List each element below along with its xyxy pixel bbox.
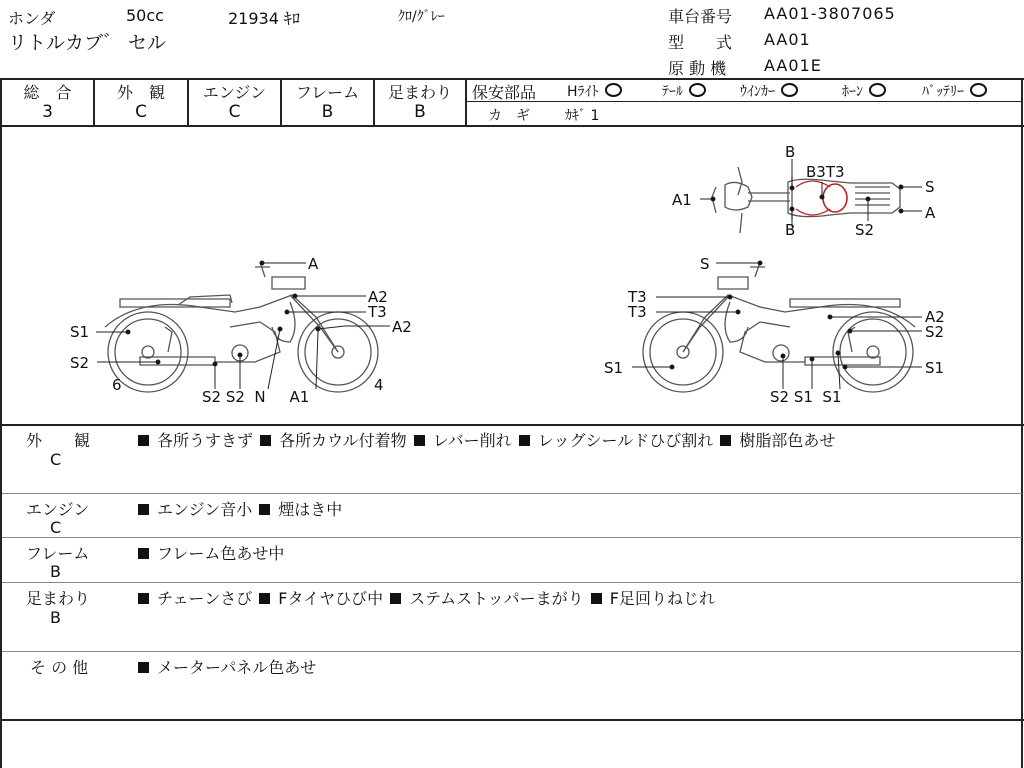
label-B3T3: B3T3	[806, 163, 845, 181]
bullet-icon	[720, 435, 731, 446]
model-name: リトルカブ゛ セル	[8, 32, 167, 54]
exterior-label: 外 観	[116, 83, 165, 102]
label-right-bottom: S2 S1 S1	[770, 388, 842, 406]
ok-mark-icon	[689, 83, 706, 97]
key-label: カ ギ	[488, 108, 530, 124]
bullet-icon	[259, 504, 270, 515]
label-S2: S2	[855, 221, 875, 239]
label-A1: A1	[672, 191, 692, 209]
bullet-icon	[138, 593, 149, 604]
safety-headlight: Hﾗｲﾄ	[567, 81, 622, 101]
bullet-icon	[138, 662, 149, 673]
bullet-icon	[390, 593, 401, 604]
notes-other-items: メーターパネル色あせ	[136, 655, 316, 678]
safety-battery: ﾊﾞｯﾃﾘｰ	[922, 81, 987, 101]
label-B: B	[785, 143, 796, 161]
right-side-bike	[643, 262, 915, 392]
notes-suspension-grade: B	[50, 608, 61, 627]
divider	[2, 651, 1022, 652]
damage-diagram	[0, 127, 1024, 424]
bullet-icon	[138, 435, 149, 446]
label-6: 6	[112, 376, 122, 394]
ok-mark-icon	[781, 83, 798, 97]
safety-horn: ﾎｰﾝ	[842, 81, 886, 101]
label-B: B	[785, 221, 796, 239]
label-S1: S1	[70, 323, 90, 341]
bullet-icon	[519, 435, 530, 446]
label-A2: A2	[368, 288, 388, 306]
notes-frame-items: フレーム色あせ中	[136, 541, 284, 564]
notes-engine-grade: C	[50, 518, 62, 537]
color: ｸﾛ/ｸﾞﾚｰ	[398, 9, 445, 25]
divider	[0, 719, 1024, 721]
safety-title: 保安部品	[472, 83, 537, 102]
safety-taillight: ﾃｰﾙ	[662, 81, 706, 101]
divider	[0, 424, 1024, 426]
ok-mark-icon	[869, 83, 886, 97]
notes-exterior-label: 外 観	[26, 431, 91, 450]
notes-exterior-grade: C	[50, 450, 62, 469]
label-S1: S1	[604, 359, 624, 377]
bullet-icon	[138, 504, 149, 515]
bullet-icon	[591, 593, 602, 604]
label-S: S	[700, 255, 710, 273]
notes-other-label: そ の 他	[30, 658, 89, 677]
label-S1: S1	[925, 359, 945, 377]
safety-winker: ｳｲﾝｶｰ	[740, 81, 798, 101]
maker: ホンダ	[8, 9, 56, 28]
label-A: A	[925, 204, 936, 222]
notes-engine-label: エンジン	[26, 500, 90, 519]
overall-label: 総 合	[23, 83, 72, 102]
divider	[2, 537, 1022, 538]
label-A: A	[308, 255, 319, 273]
label-A2: A2	[392, 318, 412, 336]
label-T3: T3	[368, 303, 387, 321]
ok-mark-icon	[605, 83, 622, 97]
bullet-icon	[138, 548, 149, 559]
label-T3: T3	[628, 288, 647, 306]
bullet-icon	[259, 593, 270, 604]
label-T3: T3	[628, 303, 647, 321]
frame-label: フレーム	[295, 83, 360, 102]
exterior-grade: C	[135, 102, 147, 122]
label-S: S	[925, 178, 935, 196]
mileage: 21934 ｷﾛ	[228, 9, 300, 28]
engine-label: エンジン	[202, 83, 267, 102]
frame-number-label: 車台番号	[668, 7, 733, 26]
notes-engine-items: エンジン音小 煙はき中	[136, 497, 342, 520]
engine-grade: C	[228, 102, 241, 122]
divider	[2, 493, 1022, 494]
label-A2: A2	[925, 308, 945, 326]
engine-type-value: AA01E	[764, 56, 822, 75]
displacement: 50cc	[126, 6, 164, 25]
bullet-icon	[260, 435, 271, 446]
label-4: 4	[374, 376, 384, 394]
label-S2: S2	[925, 323, 945, 341]
frame-grade: B	[321, 102, 334, 122]
suspension-grade: B	[414, 102, 426, 122]
key-value: ｶｷﾞ 1	[565, 108, 600, 124]
divider	[467, 101, 1022, 102]
notes-suspension-label: 足まわり	[26, 589, 91, 608]
suspension-label: 足まわり	[387, 83, 452, 102]
overall-grade: 3	[42, 102, 53, 122]
type-label: 型 式	[668, 33, 733, 52]
divider	[2, 582, 1022, 583]
notes-frame-label: フレーム	[26, 544, 90, 563]
ok-mark-icon	[970, 83, 987, 97]
notes-suspension-items: チェーンさび Fタイヤひび中 ステムストッパーまがり F足回りねじれ	[136, 586, 715, 609]
notes-frame-grade: B	[50, 562, 61, 581]
type-value: AA01	[764, 30, 811, 49]
bullet-icon	[414, 435, 425, 446]
engine-type-label: 原 動 機	[668, 59, 727, 78]
label-left-bottom: S2 S2 N A1	[202, 388, 310, 406]
frame-number-value: AA01-3807065	[764, 4, 896, 23]
notes-exterior-items: 各所うすきず 各所カウル付着物 レバー削れ レッグシールドひび割れ 樹脂部色あせ	[136, 428, 835, 451]
label-S2: S2	[70, 354, 90, 372]
